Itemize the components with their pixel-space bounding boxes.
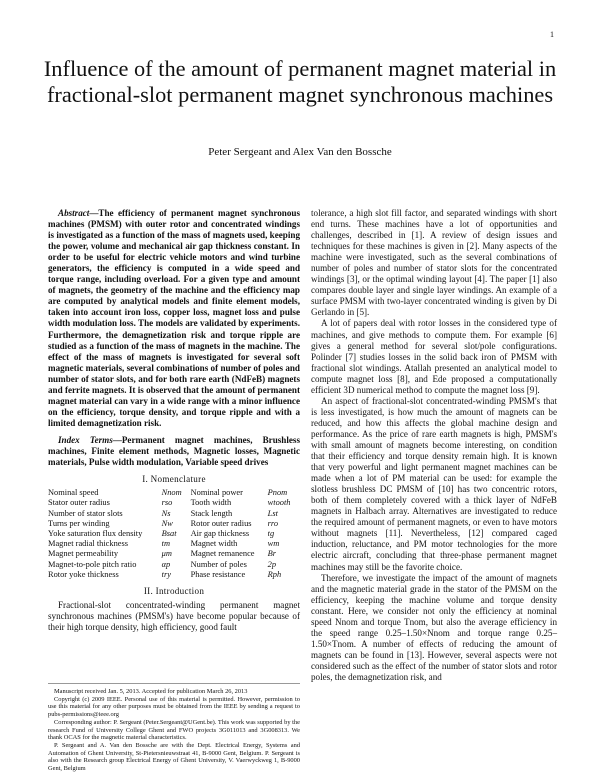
nomenclature-symbol: rso — [161, 498, 173, 508]
nomenclature-row — [48, 570, 300, 580]
body-paragraph: Therefore, we investigate the impact of the amount of magnets and the magnetic material grade in the stator of the PMSM on the efficiency, keeping the machine volume and torque density constant. Here, we consider not only the efficiency at nominal speed Nnom and torque Tnom, but also the average efficiency in the speed range 0.25–1.50×Nnom and torque range 0.25–1.50×Tnom. A number of effects of reducing the amount of magnets can be found in [13]. However, several aspects were not considered such as the effect of the number of stator slots and rotor poles, the demagnetization risk, and — [311, 572, 557, 682]
nomenclature-term: Tooth width — [190, 498, 232, 508]
nomenclature-row — [48, 539, 300, 549]
nomenclature-term: Magnet permeability — [48, 549, 119, 559]
nomenclature-term: Rotor outer radius — [190, 518, 252, 528]
nomenclature-term: Phase resistance — [190, 569, 246, 579]
nomenclature-symbol: Pnom — [267, 488, 288, 498]
nomenclature-symbol: Nw — [161, 518, 173, 528]
index-terms-text: —Permanent magnet machines, Brushless machines, Finite element methods, Magnetic losses, Magnetic materials, Pulse width modulation, Variable speed drives — [48, 434, 300, 468]
left-column — [48, 208, 300, 633]
nomenclature-symbol: Bsat — [161, 528, 177, 538]
nomenclature-table — [48, 488, 300, 580]
index-terms-label: Index Terms — [58, 434, 113, 445]
nomenclature-symbol: μm — [161, 549, 172, 559]
nomenclature-row — [48, 529, 300, 539]
nomenclature-term: Number of poles — [190, 559, 247, 569]
nomenclature-symbol: tg — [267, 528, 275, 538]
index-terms — [48, 435, 300, 468]
nomenclature-symbol: αp — [161, 559, 171, 569]
nomenclature-term: Nominal power — [190, 488, 243, 498]
footnote: Corresponding author: P. Sergeant (Peter.Sergeant@UGent.be). This work was supported by the research Fund of University College Ghent and FWO projects 3G011013 and 3G008313. We thank OCAS for the magnetic material characteristics. — [48, 718, 300, 742]
nomenclature-term: Magnet remanence — [190, 549, 255, 559]
page-number: 1 — [550, 30, 554, 39]
nomenclature-row — [48, 560, 300, 570]
nomenclature-term: Stator outer radius — [48, 498, 110, 508]
body-paragraph: tolerance, a high slot fill factor, and separated windings with short end turns. These machines have a lot of opportunities and challenges, described in [1]. A review of design issues and techniques for these machines is given in [2]. Many aspects of the machine were investigated, such as the several combinations of number of poles and number of stator slots for the concentrated windings [3], or the optimal winding layout [4]. The paper [1] also compares double layer and single layer windings. An example of a surface PMSM with two-layer concentrated winding is given by Di Gerlando in [5]. — [311, 208, 557, 318]
nomenclature-row — [48, 488, 300, 498]
nomenclature-term: Magnet-to-pole pitch ratio — [48, 559, 137, 569]
nomenclature-row — [48, 509, 300, 519]
nomenclature-term: Turns per winding — [48, 518, 110, 528]
nomenclature-symbol: wm — [267, 539, 280, 549]
body-paragraph: A lot of papers deal with rotor losses in the considered type of machines, and give methods to compute them. For example [6] gives a general method for several slot/pole configurations. Polinder [7] studies losses in the solid back iron of PMSM with fractional slot windings. Atallah presented an analytical model to compute magnet loss [8], and Ede proposed a computationally efficient 3D numerical method to compute the magnet loss [9]. — [311, 318, 557, 395]
nomenclature-row — [48, 498, 300, 508]
nomenclature-term: Rotor yoke thickness — [48, 569, 119, 579]
nomenclature-term: Magnet radial thickness — [48, 539, 129, 549]
nomenclature-symbol: rro — [267, 518, 279, 528]
footnote: P. Sergeant and A. Van den Bossche are with the Dept. Electrical Energy, Systems and Automation of Ghent University, St-Pietersnieuwstraat 41, B-9000 Gent, Belgium. P. Sergeant is also with the Research group Electrical Energy of Ghent University, V. Vaerwyckweg 1, B-9000 Gent, Belgium — [48, 741, 300, 773]
nomenclature-symbol: Nnom — [161, 488, 182, 498]
authors: Peter Sergeant and Alex Van den Bossche — [208, 146, 392, 158]
footnote: Copyright (c) 2009 IEEE. Personal use of this material is permitted. However, permission to use this material for any other purposes must be obtained from the IEEE by sending a request to pubs-permissions@ieee.org — [48, 695, 300, 719]
nomenclature-term: Stack length — [190, 508, 233, 518]
nomenclature-term: Number of stator slots — [48, 508, 123, 518]
footnote: Manuscript received Jan. 5, 2013. Accepted for publication March 26, 2013 — [54, 688, 248, 695]
nomenclature-heading: I. Nomenclature — [142, 474, 206, 485]
nomenclature-symbol: 2p — [267, 559, 277, 569]
nomenclature-symbol: tm — [161, 539, 171, 549]
nomenclature-symbol: wtooth — [267, 498, 291, 508]
right-column — [311, 208, 557, 683]
nomenclature-symbol: Ns — [161, 508, 171, 518]
abstract-text: —The efficiency of permanent magnet synchronous machines (PMSM) with outer rotor and concentrated windings is investigated as a function of the mass of magnets used, keeping the power, volume and mechanical air gap thickness constant. In order to be useful for electric vehicle motors and wind turbine generators, the efficiency is computed in a wide speed and torque range, including overload. For a given type and amount of magnets, the geometry of the machine and the efficiency map are computed by analytical models and finite element models, taken into account iron loss, copper loss, magnet loss and pulse width modulation loss. The models are validated by experiments. Furthermore, the demagnetization risk and torque ripple are studied as a function of the mass of magnets in the machine. The effect of the mass of magnets is investigated for several soft magnetic materials, several combinations of number of poles and number of stator slots, and for both rare earth (NdFeB) magnets and ferrite magnets. It is observed that the amount of permanent magnet material can vary in a wide range with a minor influence on the efficiency, torque density, and torque ripple and with a limited demagnetization risk. — [48, 208, 300, 428]
nomenclature-term: Air gap thickness — [190, 528, 250, 538]
nomenclature-symbol: try — [161, 569, 171, 579]
paper-title: Influence of the amount of permanent magnet material in fractional-slot permanent magnet synchronous machines — [43, 56, 557, 107]
nomenclature-symbol: Rph — [267, 569, 282, 579]
nomenclature-row — [48, 519, 300, 529]
introduction-heading: II. Introduction — [143, 585, 205, 596]
abstract-label: Abstract — [58, 208, 90, 218]
nomenclature-term: Magnet width — [190, 539, 238, 549]
nomenclature-symbol: Lst — [267, 508, 278, 518]
abstract — [48, 208, 300, 429]
footnotes — [48, 683, 300, 773]
nomenclature-term: Yoke saturation flux density — [48, 528, 143, 538]
nomenclature-row — [48, 549, 300, 559]
intro-paragraph: Fractional-slot concentrated-winding permanent magnet synchronous machines (PMSM's) have become popular because of their high torque density, high efficiency, good fault — [48, 600, 300, 633]
nomenclature-symbol: Br — [267, 549, 277, 559]
nomenclature-term: Nominal speed — [48, 488, 99, 498]
body-paragraph: An aspect of fractional-slot concentrated-winding PMSM's that is less investigated, is how much the amount of magnets can be reduced, and how this affects the global machine design and performance. As the price of rare earth magnets is high, PMSM's with small amount of magnets become interesting, on condition that their efficiency and torque density remain high. It is known that very powerful and light permanent magnet machines can be made when a lot of PM material can be used: for example the slotless brushless DC PMSM of [10] has two concentric rotors, both of them completely covered with a thick layer of NdFeB magnets in Halbach array. Alternatives are investigated to reduce the required amount of permanent magnets, or even to have motors without magnets [11]. Nevertheless, [12] compared caged induction, reluctance, and PM motor technologies for the more electric aircraft, concluding that three-phase permanent magnet machines may still be the favorite choice. — [311, 395, 557, 572]
